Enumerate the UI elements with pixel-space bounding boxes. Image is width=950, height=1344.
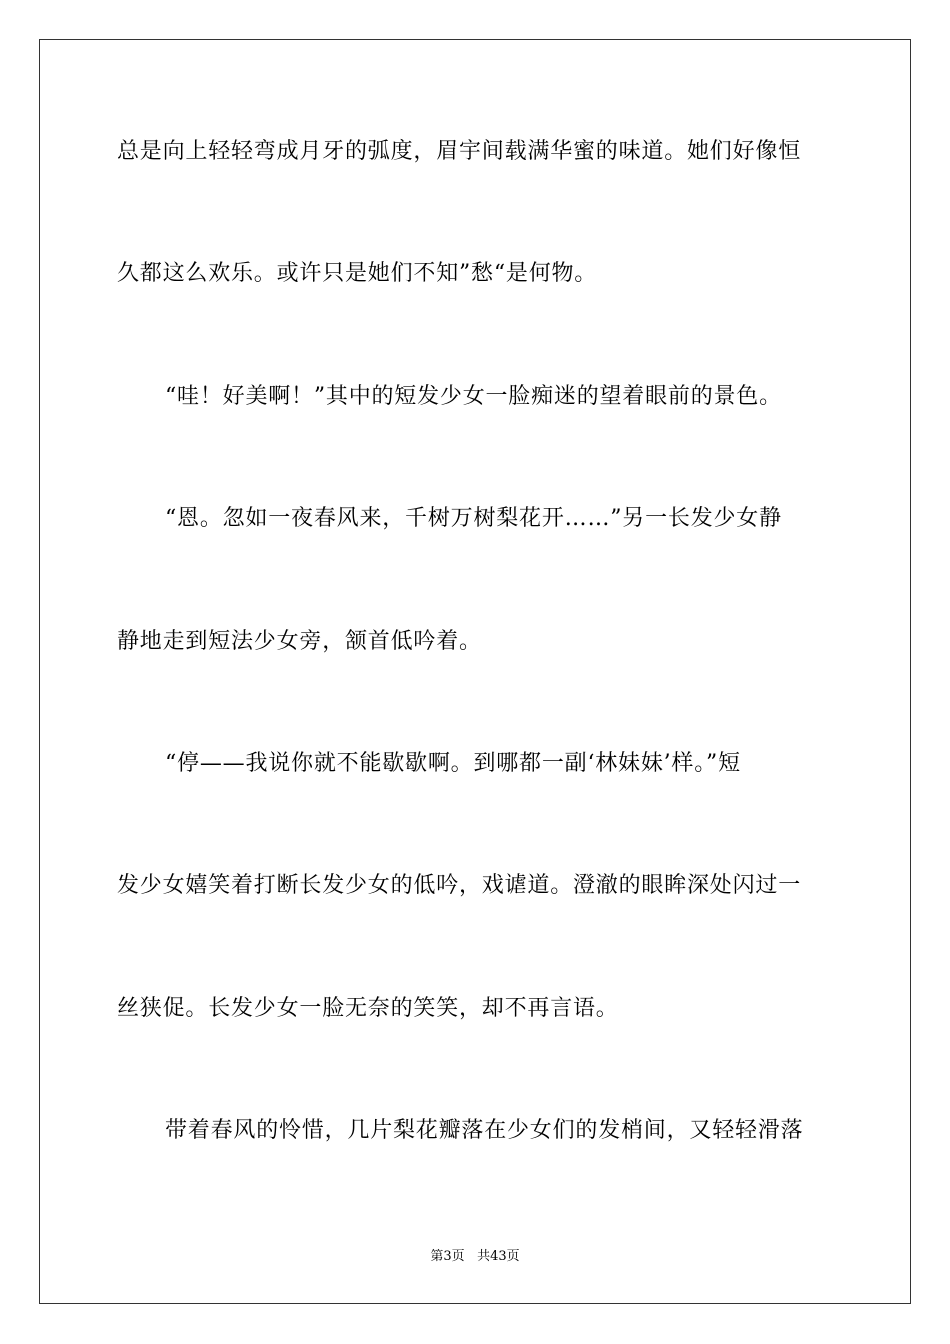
paragraph-line-6: “停——我说你就不能歇歇啊。到哪都一副‘林妹妹’样。”短 (165, 751, 741, 776)
total-pages: 共43页 (477, 1249, 520, 1264)
paragraph-line-3: “哇！好美啊！”其中的短发少女一脸痴迷的望着眼前的景色。 (165, 384, 782, 409)
paragraph-line-2: 久都这么欢乐。或许只是她们不知”愁“是何物。 (117, 261, 598, 286)
paragraph-line-5: 静地走到短法少女旁，颔首低吟着。 (117, 629, 482, 654)
page-footer (0, 1248, 950, 1266)
page-border (39, 39, 911, 1304)
paragraph-line-9: 带着春风的怜惜，几片梨花瓣落在少女们的发梢间，又轻轻滑落 (165, 1118, 804, 1143)
paragraph-line-7: 发少女嬉笑着打断长发少女的低吟，戏谑道。澄澈的眼眸深处闪过一 (117, 873, 802, 898)
paragraph-line-1: 总是向上轻轻弯成月牙的弧度，眉宇间载满华蜜的味道。她们好像恒 (117, 139, 802, 164)
page-number: 第3页 (430, 1249, 465, 1264)
paragraph-line-4: “恩。忽如一夜春风来，千树万树梨花开……”另一长发少女静 (165, 506, 782, 531)
paragraph-line-8: 丝狭促。长发少女一脸无奈的笑笑，却不再言语。 (117, 996, 619, 1021)
